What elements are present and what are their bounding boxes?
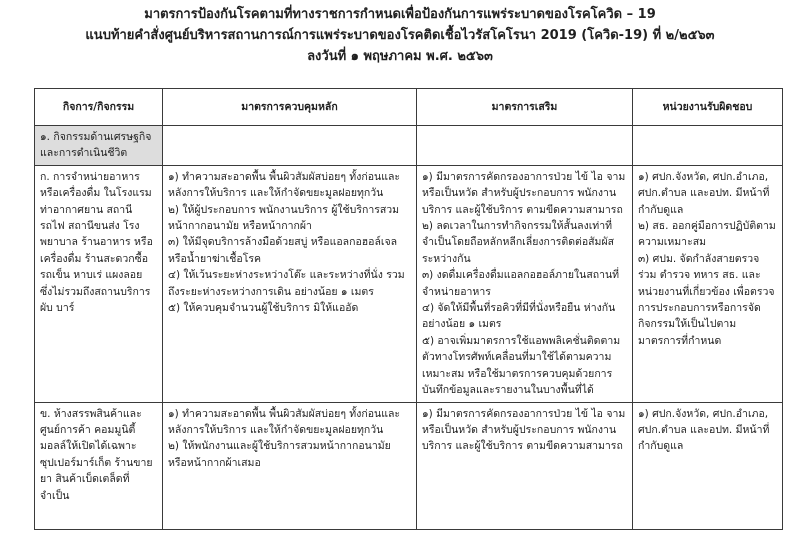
section-heading-text: ๑. กิจกรรมด้านเศรษฐกิจและการดำเนินชีวิต [40, 131, 152, 160]
measures-table [34, 88, 783, 530]
extra-measures-text: ๑) มีมาตรการคัดกรองอาการป่วย ไข้ ไอ จาม หรือเป็นหวัด สำหรับผู้ประกอบการ พนักงานบริการ และผู้ใช้บริการ ตามขีดความสามารถ ๒) ลดเวลาในการทำกิจกรรมให้สั้นลงเท่าที่จำเป็นโดยถือหลักหลีกเลี่ยงการติดต่อสัมผัสระหว่างกัน ๓) งดดื่มเครื่องดื่มแอลกอฮอล์ภายในสถานที่จำหน่ายอาหาร ๔) จัดให้มีพื้นที่รอคิวที่มีที่นั่งหรือยืน ห่างกันอย่างน้อย ๑ เมตร ๕) อาจเพิ่มมาตรการใช้แอพพลิเคชั่นติดตามตัวทางโทรศัพท์เคลื่อนที่มาใช้ได้ตามความเหมาะสม หรือใช้มาตรการควบคุมด้วยการบันทึกข้อมูลและรายงานในบางพื้นที่ได้ [422, 170, 626, 397]
agency-cell [633, 165, 783, 402]
extra-measures-text: ๑) มีมาตรการคัดกรองอาการป่วย ไข้ ไอ จาม หรือเป็นหวัด สำหรับผู้ประกอบการ พนักงานบริการ และผู้ใช้บริการ ตามขีดความสามารถ [422, 407, 629, 453]
extra-measures-cell [417, 165, 633, 402]
table-cell [633, 126, 783, 166]
table-cell [163, 126, 417, 166]
table-header-row [35, 89, 783, 126]
document-date: ลงวันที่ ๑ พฤษภาคม พ.ศ. ๒๕๖๓ [307, 49, 493, 64]
header-activity: กิจการ/กิจกรรม [35, 89, 163, 126]
main-measures-cell [163, 165, 417, 402]
header-extra-measures: มาตรการเสริม [417, 89, 633, 126]
activity-text: ก. การจำหน่ายอาหารหรือเครื่องดื่ม ในโรงแรม ท่าอากาศยาน สถานีรถไฟ สถานีขนส่ง โรงพยาบาล ร้านอาหาร หรือเครื่องดื่ม ร้านสะดวกซื้อ รถเข็น หาบเร่ แผงลอย ซึ่งไม่รวมถึงสถานบริการ ผับ บาร์ [40, 170, 156, 315]
table-cell [417, 126, 633, 166]
activity-cell [35, 165, 163, 402]
main-measures-text: ๑) ทำความสะอาดพื้น พื้นผิวสัมผัสบ่อยๆ ทั้งก่อนและหลังการให้บริการ และให้กำจัดขยะมูลฝอยทุกวัน ๒) ให้พนักงานและผู้ใช้บริการสวมหน้ากากอนามัย หรือหน้ากากผ้าเสมอ [168, 407, 401, 469]
document-title: มาตรการป้องกันโรคตามที่ทางราชการกำหนดเพื่อป้องกันการแพร่ระบาดของโรคโควิด – 19 [144, 7, 656, 22]
agency-text: ๑) ศปก.จังหวัด, ศปก.อำเภอ, ศปก.ตำบล และอปท. มีหน้าที่กำกับดูแล ๒) สธ. ออกคู่มือการปฏิบัติตามความเหมาะสม ๓) ศปม. จัดกำลังสายตรวจร่วม ตำรวจ ทหาร สธ. และหน่วยงานที่เกี่ยวข้อง เพื่อตรวจการประกอบการหรือการจัดกิจกรรมให้เป็นไปตามมาตรการที่กำหนด [638, 170, 776, 347]
agency-text: ๑) ศปก.จังหวัด, ศปก.อำเภอ, ศปก.ตำบล และอปท. มีหน้าที่กำกับดูแล [638, 407, 772, 453]
section-heading [35, 126, 163, 166]
table-row [35, 402, 783, 529]
table-row [35, 165, 783, 402]
document-subtitle: แนบท้ายคำสั่งศูนย์บริหารสถานการณ์การแพร่ระบาดของโรคติดเชื้อไวรัสโคโรนา 2019 (โควิด-19) ที่ ๒/๒๕๖๓ [85, 28, 715, 43]
table-row [35, 126, 783, 166]
main-measures-cell [163, 402, 417, 529]
activity-cell [35, 402, 163, 529]
extra-measures-cell [417, 402, 633, 529]
header-agency: หน่วยงานรับผิดชอบ [633, 89, 783, 126]
activity-text: ข. ห้างสรรพสินค้าและศูนย์การค้า คอมมูนิตี้มอลล์ให้เปิดได้เฉพาะซุปเปอร์มาร์เก็ต ร้านขายยา สินค้าเบ็ดเตล็ดที่จำเป็น [40, 407, 153, 502]
main-measures-text: ๑) ทำความสะอาดพื้น พื้นผิวสัมผัสบ่อยๆ ทั้งก่อนและหลังการให้บริการ และให้กำจัดขยะมูลฝอยทุกวัน ๒) ให้ผู้ประกอบการ พนักงานบริการ ผู้ใช้บริการสวมหน้ากากอนามัย หรือหน้ากากผ้า ๓) ให้มีจุดบริการล้างมือด้วยสบู่ หรือแอลกอฮอล์เจล หรือน้ำยาฆ่าเชื้อโรค ๔) ให้เว้นระยะห่างระหว่างโต๊ะ และระหว่างที่นั่ง รวมถึงระยะห่างระหว่างการเดิน อย่างน้อย ๑ เมตร ๕) ให้ควบคุมจำนวนผู้ใช้บริการ มิให้แออัด [168, 170, 405, 315]
header-main-measures: มาตรการควบคุมหลัก [163, 89, 417, 126]
agency-cell [633, 402, 783, 529]
